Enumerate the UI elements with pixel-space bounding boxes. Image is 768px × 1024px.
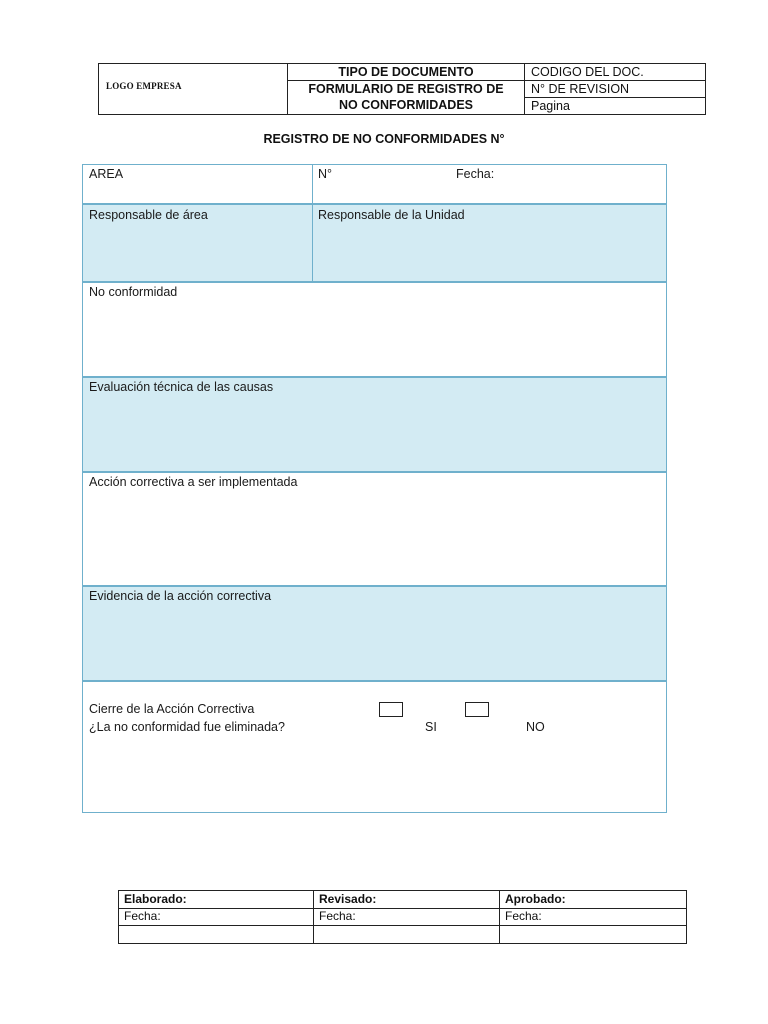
approval-table	[118, 890, 687, 944]
closure-question: ¿La no conformidad fue eliminada?	[89, 720, 285, 734]
no-label: NO	[526, 720, 545, 734]
form-title-line1: FORMULARIO DE REGISTRO DE	[308, 82, 504, 96]
evidence-section	[83, 585, 666, 681]
nonconformity-form	[82, 164, 667, 813]
area-row	[83, 165, 666, 203]
closure-title: Cierre de la Acción Correctiva	[89, 702, 255, 716]
evidence-label: Evidencia de la acción correctiva	[89, 589, 272, 603]
area-manager-label: Responsable de área	[89, 208, 208, 222]
page-title: REGISTRO DE NO CONFORMIDADES N°	[263, 132, 505, 146]
form-title-line2: NO CONFORMIDADES	[338, 98, 474, 112]
column-divider	[312, 165, 313, 203]
document-header-table	[98, 63, 706, 115]
nonconformity-section	[83, 281, 666, 377]
reviewed-signature-cell[interactable]	[314, 926, 499, 943]
document-type-label: TIPO DE DOCUMENTO	[338, 65, 474, 79]
company-logo-text: LOGO EMPRESA	[106, 81, 182, 91]
corrective-action-label: Acción correctiva a ser implementada	[89, 475, 298, 489]
revision-label: N° DE REVISION	[531, 82, 630, 96]
prepared-by-header: Elaborado:	[124, 892, 187, 906]
approved-by-header: Aprobado:	[505, 892, 566, 906]
area-label: AREA	[89, 167, 124, 181]
prepared-date-label: Fecha:	[124, 909, 161, 923]
column-divider	[312, 205, 313, 282]
approved-date-label: Fecha:	[505, 909, 542, 923]
technical-evaluation-section	[83, 376, 666, 472]
page-label: Pagina	[531, 99, 570, 113]
document-code-label: CODIGO DEL DOC.	[531, 65, 644, 79]
approved-signature-cell[interactable]	[500, 926, 686, 943]
nonconformity-label: No conformidad	[89, 285, 178, 299]
reviewed-date-label: Fecha:	[319, 909, 356, 923]
no-checkbox[interactable]	[465, 702, 489, 717]
date-label: Fecha:	[456, 167, 495, 181]
managers-row	[83, 203, 666, 282]
prepared-signature-cell[interactable]	[119, 926, 313, 943]
number-label: N°	[318, 167, 333, 181]
unit-manager-label: Responsable de la Unidad	[318, 208, 465, 222]
closure-section	[83, 680, 666, 812]
yes-label: SI	[425, 720, 437, 734]
technical-evaluation-label: Evaluación técnica de las causas	[89, 380, 274, 394]
corrective-action-section	[83, 471, 666, 586]
reviewed-by-header: Revisado:	[319, 892, 377, 906]
yes-checkbox[interactable]	[379, 702, 403, 717]
